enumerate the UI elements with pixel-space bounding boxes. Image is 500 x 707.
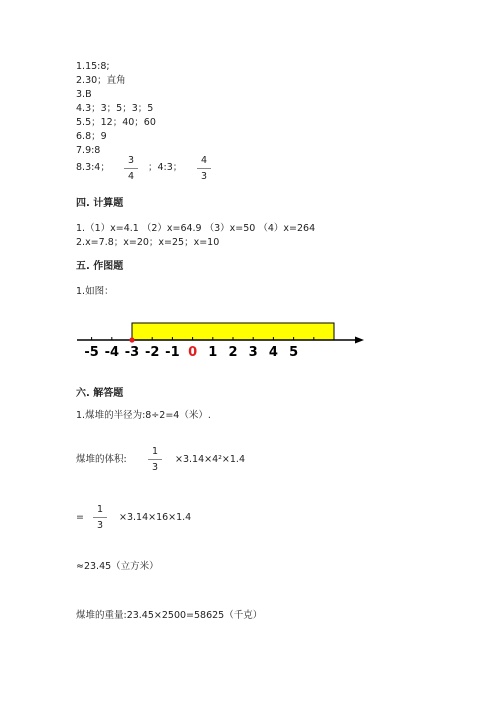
start-point-marker <box>129 337 134 342</box>
section-6-title: 六. 解答题 <box>76 388 124 399</box>
answer-8-part-a: 8.3:4； <box>76 162 110 173</box>
volume-fraction <box>148 446 162 473</box>
volume-formula-rest: ×3.14×4²×1.4 <box>175 454 245 465</box>
tick-label: -5 <box>84 345 99 360</box>
tick-label: 2 <box>228 345 238 360</box>
fraction-denominator: 4 <box>127 171 135 182</box>
volume-result: ≈23.45（立方米） <box>76 561 159 572</box>
section-4-line-2: 2.x=7.8；x=20；x=25；x=10 <box>76 237 220 248</box>
fraction-denominator: 3 <box>200 171 208 182</box>
answer-6: 6.8；9 <box>76 131 107 142</box>
answer-8-fraction-1 <box>124 155 138 182</box>
volume-formula-label: 煤堆的体积: <box>76 454 127 465</box>
answer-8-part-b: ；4:3； <box>148 162 183 173</box>
tick-label: 4 <box>268 345 278 360</box>
fraction-numerator: 1 <box>151 446 159 457</box>
answer-3: 3.B <box>76 89 92 100</box>
step-formula-rest: ×3.14×16×1.4 <box>119 512 192 523</box>
section-4-title: 四. 计算题 <box>76 198 124 209</box>
fraction-numerator: 4 <box>200 155 208 166</box>
tick-label: -1 <box>165 345 180 360</box>
equals-sign: = <box>76 512 84 523</box>
section-4-line-1: 1.（1）x=4.1 （2）x=64.9 （3）x=50 （4）x=264 <box>76 223 316 234</box>
tick-label: -4 <box>104 345 120 360</box>
axis-arrow-icon <box>355 337 364 344</box>
answer-1: 1.15:8; <box>76 61 110 72</box>
answer-2: 2.30；直角 <box>76 75 126 86</box>
tick-label: 5 <box>289 345 299 360</box>
fraction-bar <box>124 168 138 169</box>
tick-label: 3 <box>248 345 258 360</box>
fraction-denominator: 3 <box>151 462 159 473</box>
fraction-bar <box>93 517 107 518</box>
answer-8-fraction-2 <box>197 155 211 182</box>
fraction-denominator: 3 <box>96 520 104 531</box>
tick-labels <box>84 345 298 360</box>
step-fraction <box>93 504 107 531</box>
fraction-numerator: 3 <box>127 155 135 166</box>
answer-4: 4.3；3；5；3；5 <box>76 103 154 114</box>
tick-label: -3 <box>124 345 140 360</box>
answer-5: 5.5；12；40；60 <box>76 117 156 128</box>
section-5-line-1: 1.如图： <box>76 286 114 297</box>
fraction-numerator: 1 <box>96 504 104 515</box>
tick-label: 1 <box>208 345 218 360</box>
answer-7: 7.9:8 <box>76 145 101 156</box>
tick-label: -2 <box>144 345 160 360</box>
section-6-line-1: 1.煤堆的半径为:8÷2=4（米）. <box>76 410 211 421</box>
fraction-bar <box>148 459 162 460</box>
section-5-title: 五. 作图题 <box>76 261 124 272</box>
number-line-figure <box>72 318 372 362</box>
weight-result: 煤堆的重量:23.45×2500=58625（千克） <box>76 610 263 621</box>
fraction-bar <box>197 168 211 169</box>
tick-label: 0 <box>188 345 198 360</box>
